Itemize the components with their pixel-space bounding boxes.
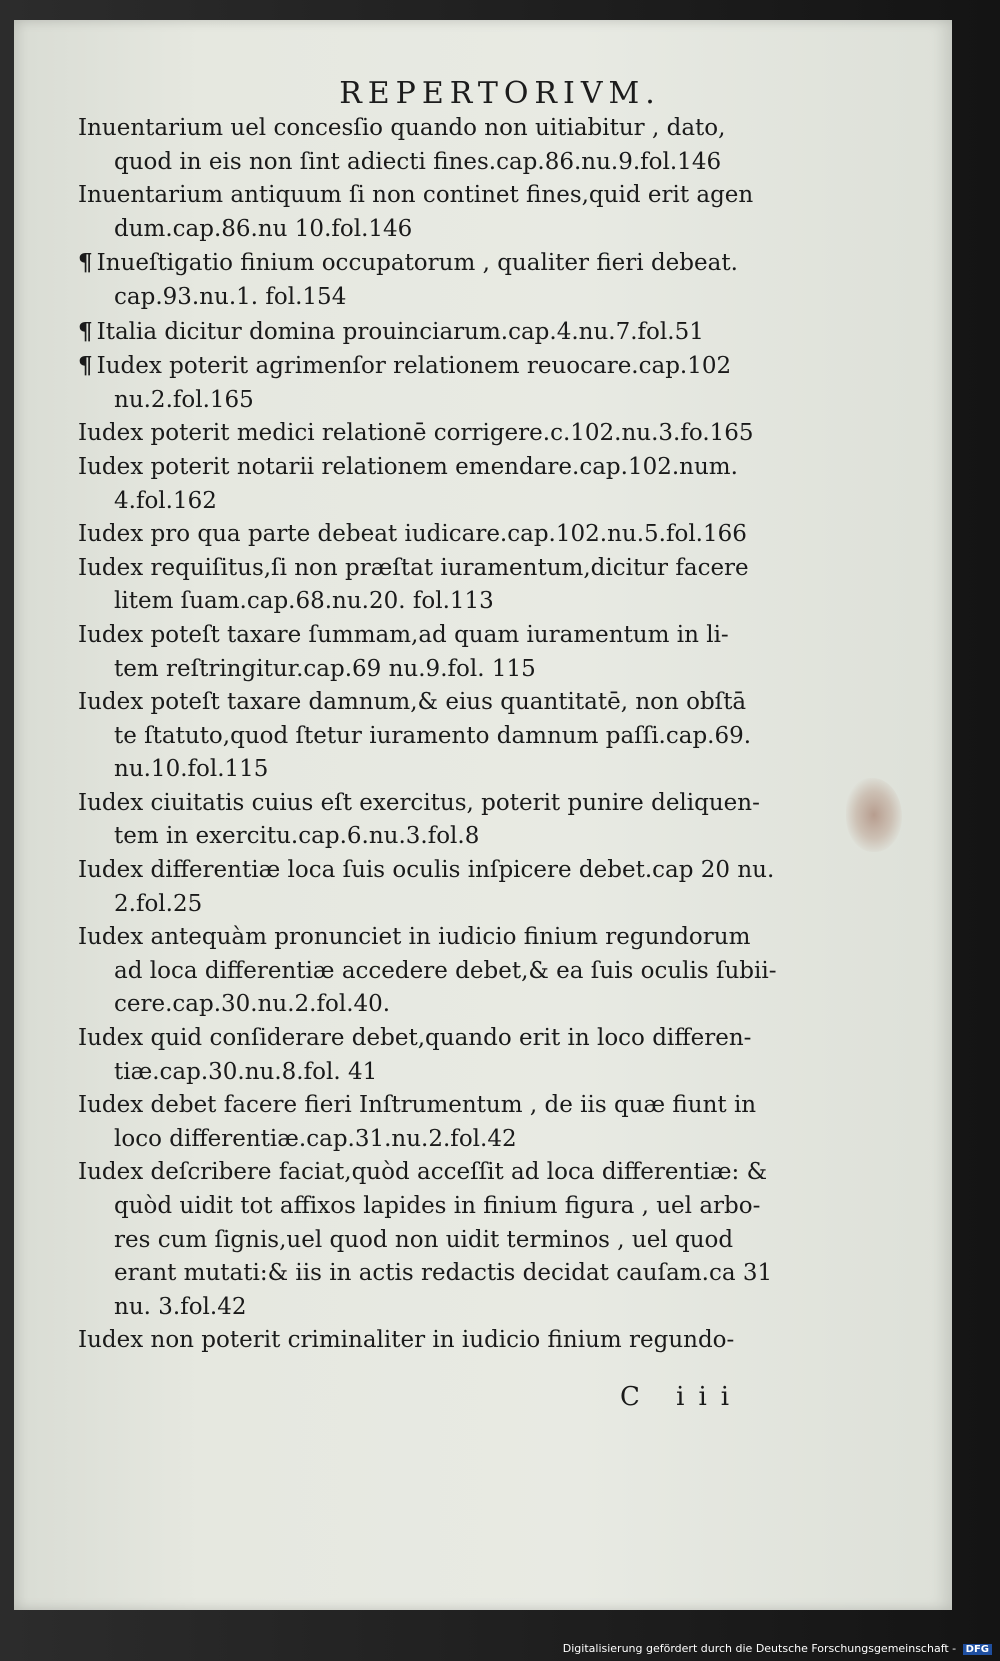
entry-text: Iudex poterit agrimenſor relationem reuocare.cap.102 — [96, 353, 732, 380]
index-entry — [78, 619, 788, 686]
entry-text: dum.cap.86.nu 10.fol.146 — [114, 215, 413, 242]
entry-continuation — [78, 653, 788, 687]
entry-headline — [78, 417, 788, 451]
entry-text: quòd uidit tot affixos lapides in finium figura , uel arbo- — [114, 1193, 761, 1219]
entry-text: cap.93.nu.1. fol.154 — [114, 283, 347, 310]
entry-continuation — [78, 281, 788, 315]
index-entry — [78, 179, 788, 246]
entry-text: Inuentarium antiquum ſi non continet fines,quid erit agen — [78, 182, 754, 209]
entry-text: 4.fol.162 — [114, 487, 217, 514]
entry-continuation — [78, 146, 788, 180]
entry-headline — [78, 179, 788, 213]
entry-text: Iudex requiſitus,ſi non præſtat iuramentum,dicitur facere — [78, 554, 749, 581]
signature-mark: C iii — [620, 1382, 744, 1412]
entry-continuation — [78, 384, 788, 418]
entry-text: litem ſuam.cap.68.nu.20. fol.113 — [114, 588, 494, 615]
index-entry — [78, 417, 788, 451]
index-entry — [78, 315, 788, 350]
entry-text: Iudex differentiæ loca ſuis oculis inſpicere debet.cap 20 nu. — [78, 857, 775, 884]
page-stain — [846, 778, 902, 852]
entry-text: Iudex quid conſiderare debet,quando erit in loco differen- — [78, 1025, 752, 1052]
entry-text: cere.cap.30.nu.2.fol.40. — [114, 991, 391, 1018]
index-entry — [78, 787, 788, 854]
entry-continuation — [78, 820, 788, 854]
entry-text: quod in eis non ſint adiecti fines.cap.86.nu.9.fol.146 — [114, 148, 722, 175]
entry-headline — [78, 1022, 788, 1056]
entry-headline — [78, 349, 788, 384]
entry-headline — [78, 246, 788, 281]
index-entry — [78, 1089, 788, 1156]
entry-continuation — [78, 585, 788, 619]
entry-text: erant mutati:& iis in actis redactis decidat cauſam.ca 31 — [114, 1260, 773, 1287]
entry-text: Iudex poterit notarii relationem emendare.cap.102.num. — [78, 453, 738, 480]
index-entry — [78, 451, 788, 518]
entry-text: te ſtatuto,quod ſtetur iuramento damnum paſſi.cap.69. — [114, 722, 752, 749]
entry-continuation — [78, 1224, 788, 1258]
entry-text: Iudex ciuitatis cuius eſt exercitus, poterit punire deliquen- — [78, 789, 760, 816]
entry-continuation — [78, 1291, 788, 1325]
entry-text: Inueſtigatio finium occupatorum , qualiter fieri debeat. — [96, 250, 738, 277]
index-entries — [78, 112, 788, 1358]
entry-continuation — [78, 753, 788, 787]
pilcrow-icon: ¶ — [78, 249, 93, 277]
footer-credit-text: Digitalisierung gefördert durch die Deutsche Forschungsgemeinschaft - — [562, 1642, 957, 1655]
entry-text: Iudex debet facere fieri Inſtrumentum , de iis quæ fiunt in — [78, 1092, 757, 1119]
entry-continuation — [78, 955, 788, 989]
entry-text: Iudex deſcribere faciat,quòd acceſſit ad loca differentiæ: & — [78, 1159, 768, 1186]
index-entry — [78, 1324, 788, 1358]
entry-text: nu.2.fol.165 — [114, 386, 254, 413]
dfg-logo: DFG — [963, 1644, 992, 1655]
entry-text: Iudex antequàm pronunciet in iudicio finium regundorum — [78, 924, 751, 951]
entry-text: Iudex pro qua parte debeat iudicare.cap.102.nu.5.fol.166 — [78, 521, 747, 548]
entry-headline — [78, 1324, 788, 1358]
index-entry — [78, 854, 788, 921]
index-entry — [78, 112, 788, 179]
entry-text: loco differentiæ.cap.31.nu.2.fol.42 — [114, 1125, 517, 1152]
index-entry — [78, 518, 788, 552]
entry-headline — [78, 686, 788, 720]
entry-headline — [78, 518, 788, 552]
entry-headline — [78, 921, 788, 955]
index-entry — [78, 921, 788, 1022]
entry-text: res cum ſignis,uel quod non uidit terminos , uel quod — [114, 1226, 734, 1253]
entry-text: Iudex poteſt taxare ſummam,ad quam iuramentum in li- — [78, 621, 729, 648]
running-head: REPERTORIVM. — [339, 76, 661, 111]
index-entry — [78, 552, 788, 619]
entry-continuation — [78, 1257, 788, 1291]
entry-headline — [78, 315, 788, 350]
pilcrow-icon: ¶ — [78, 352, 93, 380]
entry-continuation — [78, 888, 788, 922]
entry-text: Iudex non poterit criminaliter in iudicio finium regundo- — [78, 1327, 735, 1354]
index-entry — [78, 1156, 788, 1324]
entry-headline — [78, 619, 788, 653]
entry-continuation — [78, 1123, 788, 1157]
entry-headline — [78, 1156, 788, 1190]
index-entry — [78, 1022, 788, 1089]
index-entry — [78, 686, 788, 787]
entry-text: Italia dicitur domina prouinciarum.cap.4.nu.7.fol.51 — [96, 318, 704, 345]
footer-credit — [563, 1642, 992, 1655]
entry-continuation — [78, 720, 788, 754]
index-entry — [78, 349, 788, 417]
entry-headline — [78, 552, 788, 586]
entry-headline — [78, 787, 788, 821]
entry-continuation — [78, 988, 788, 1022]
entry-text: Iudex poterit medici relationē corrigere.c.102.nu.3.fo.165 — [78, 420, 754, 447]
entry-text: nu.10.fol.115 — [114, 756, 269, 783]
entry-text: 2.fol.25 — [114, 890, 203, 917]
pilcrow-icon: ¶ — [78, 317, 93, 345]
entry-text: tiæ.cap.30.nu.8.fol. 41 — [114, 1058, 378, 1085]
entry-text: tem in exercitu.cap.6.nu.3.fol.8 — [114, 823, 480, 850]
entry-text: Iudex poteſt taxare damnum,& eius quantitatē, non obſtā — [78, 689, 747, 716]
entry-text: nu. 3.fol.42 — [114, 1293, 247, 1320]
entry-headline — [78, 112, 788, 146]
entry-headline — [78, 854, 788, 888]
entry-continuation — [78, 1056, 788, 1090]
entry-headline — [78, 451, 788, 485]
entry-text: ad loca differentiæ accedere debet,& ea ſuis oculis ſubii- — [114, 957, 777, 984]
entry-text: Inuentarium uel concesſio quando non uitiabitur , dato, — [78, 115, 726, 141]
entry-text: tem reſtringitur.cap.69 nu.9.fol. 115 — [114, 655, 536, 682]
entry-continuation — [78, 1190, 788, 1224]
index-entry — [78, 246, 788, 314]
entry-continuation — [78, 213, 788, 247]
entry-headline — [78, 1089, 788, 1123]
entry-continuation — [78, 485, 788, 519]
